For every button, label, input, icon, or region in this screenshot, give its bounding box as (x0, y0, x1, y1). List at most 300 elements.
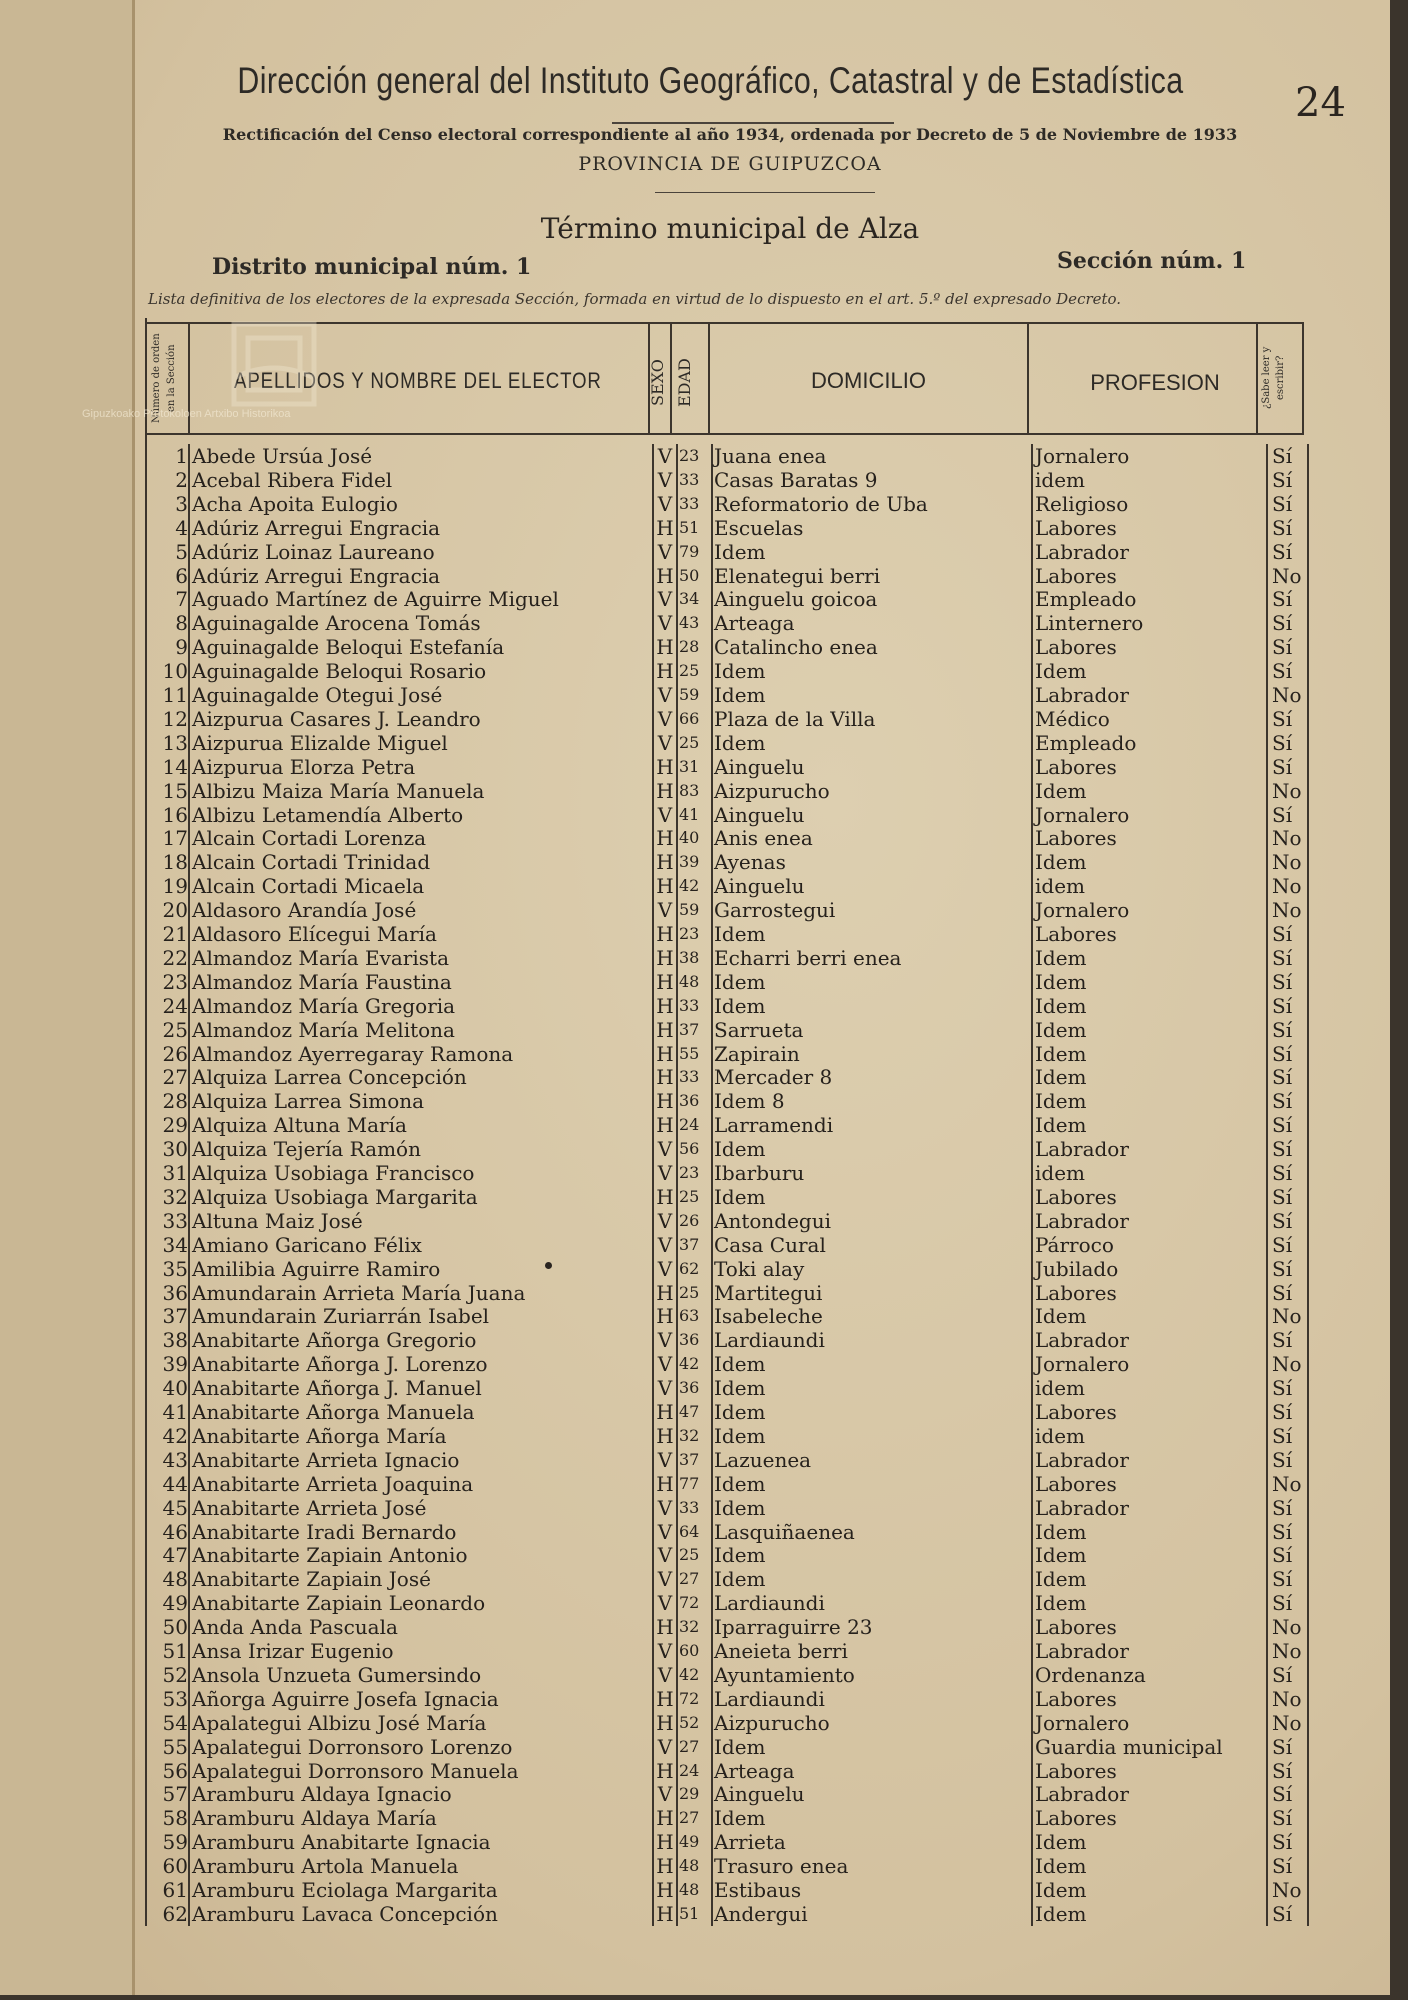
age-cell: 36 (679, 1378, 700, 1398)
address-cell: Garrostegui (714, 898, 836, 923)
profession-cell: Idem (1035, 850, 1087, 875)
elector-name: Adúriz Arregui Engracia (192, 515, 441, 540)
elector-name: Anabitarte Añorga Manuela (192, 1400, 475, 1424)
column-header-literacy: ¿Sabe leer y escribir? (1261, 346, 1286, 410)
order-number: 24 (162, 993, 188, 1018)
order-number: 51 (162, 1639, 188, 1663)
table-row (0, 1042, 1408, 1066)
age-cell: 51 (679, 517, 700, 537)
sex-cell: H (656, 1113, 674, 1138)
table-row (0, 1233, 1408, 1257)
age-cell: 36 (679, 1330, 700, 1350)
sex-cell: H (656, 1065, 674, 1090)
profession-cell: Labores (1035, 635, 1117, 660)
literacy-cell: Sí (1272, 1758, 1293, 1783)
sex-cell: H (656, 659, 674, 684)
elector-name: Aramburu Eciolaga Margarita (192, 1878, 498, 1902)
column-divider (670, 322, 672, 435)
profession-cell: Idem (1035, 1065, 1087, 1090)
elector-name: Anabitarte Añorga María (192, 1423, 447, 1448)
address-cell: Idem (714, 969, 766, 994)
column-divider (1027, 322, 1029, 435)
order-number: 2 (175, 467, 188, 492)
sex-cell: V (657, 1161, 673, 1185)
order-number: 47 (162, 1543, 188, 1568)
address-cell: Arteaga (714, 1758, 795, 1783)
elector-name: Alcain Cortadi Lorenza (192, 826, 427, 851)
literacy-cell: No (1272, 1710, 1302, 1735)
elector-name: Anabitarte Iradi Bernardo (192, 1519, 457, 1544)
order-number: 37 (162, 1304, 188, 1329)
sex-cell: V (657, 1639, 673, 1663)
elector-name: Anabitarte Zapiain Antonio (192, 1543, 468, 1568)
age-cell: 63 (679, 1306, 700, 1326)
profession-cell: Jornalero (1035, 898, 1130, 923)
elector-name: Almandoz María Gregoria (192, 993, 456, 1018)
age-cell: 48 (679, 971, 700, 991)
literacy-cell: Sí (1272, 1280, 1293, 1305)
elector-name: Aguinagalde Beloqui Rosario (192, 659, 487, 684)
literacy-cell: Sí (1272, 922, 1293, 946)
elector-name: Anabitarte Añorga J. Manuel (192, 1376, 482, 1401)
elector-name: Almandoz María Evarista (192, 945, 449, 970)
table-row (0, 587, 1408, 611)
table-row (0, 755, 1408, 779)
profession-cell: Jornalero (1035, 1710, 1130, 1735)
sex-cell: H (656, 563, 674, 588)
profession-cell: Labores (1035, 1280, 1117, 1305)
address-cell: Elenategui berri (714, 563, 881, 588)
column-header-name: APELLIDOS Y NOMBRE DEL ELECTOR (234, 368, 602, 393)
elector-name: Aguinagalde Otegui José (192, 683, 443, 707)
age-cell: 48 (679, 1856, 700, 1876)
literacy-cell: Sí (1272, 1089, 1293, 1114)
literacy-cell: Sí (1272, 611, 1293, 636)
age-cell: 55 (679, 1043, 700, 1063)
profession-cell: Jornalero (1035, 444, 1130, 468)
age-cell: 40 (679, 828, 700, 848)
address-cell: Martitegui (714, 1280, 823, 1305)
sex-cell: H (656, 993, 674, 1018)
order-number: 38 (162, 1328, 188, 1353)
elector-name: Alquiza Larrea Concepción (192, 1065, 467, 1090)
profession-cell: Idem (1035, 1304, 1087, 1329)
address-cell: Zapirain (714, 1041, 800, 1066)
address-cell: Idem (714, 1400, 766, 1424)
sex-cell: V (657, 467, 673, 492)
literacy-cell: No (1272, 1471, 1302, 1496)
literacy-cell: Sí (1272, 1137, 1293, 1162)
age-cell: 42 (679, 1354, 700, 1374)
address-cell: Larramendi (714, 1113, 834, 1138)
sex-cell: H (656, 1304, 674, 1329)
sex-cell: H (656, 922, 674, 946)
order-number: 45 (162, 1495, 188, 1520)
sex-cell: H (656, 754, 674, 779)
age-cell: 24 (679, 1115, 700, 1135)
sex-cell: H (656, 1017, 674, 1042)
elector-name: Aguinagalde Arocena Tomás (192, 611, 481, 636)
table-row (0, 611, 1408, 635)
literacy-cell: Sí (1272, 1662, 1293, 1687)
sex-cell: V (657, 1591, 673, 1616)
address-cell: Ainguelu (714, 754, 805, 779)
order-number: 53 (162, 1686, 188, 1711)
order-number: 54 (162, 1710, 188, 1735)
sex-cell: H (656, 1901, 674, 1926)
table-row (0, 1209, 1408, 1233)
profession-cell: Idem (1035, 1854, 1087, 1879)
age-cell: 60 (679, 1641, 700, 1660)
order-number: 27 (162, 1065, 188, 1090)
elector-name: Amundarain Arrieta María Juana (192, 1280, 526, 1305)
order-number: 52 (162, 1662, 188, 1687)
elector-name: Acha Apoita Eulogio (192, 491, 398, 516)
order-number: 6 (175, 563, 188, 588)
sex-cell: V (657, 1208, 673, 1233)
profession-cell: Labrador (1035, 1208, 1129, 1233)
address-cell: Antondegui (714, 1208, 832, 1233)
elector-name: Albizu Maiza María Manuela (192, 778, 485, 803)
elector-name: Anabitarte Arrieta Joaquina (192, 1471, 474, 1496)
sex-cell: V (657, 802, 673, 827)
literacy-cell: No (1272, 683, 1302, 707)
profession-cell: Idem (1035, 1878, 1087, 1902)
order-number: 10 (162, 659, 188, 684)
sex-cell: V (657, 1543, 673, 1568)
elector-name: Apalategui Dorronsoro Lorenzo (192, 1734, 513, 1759)
table-row (0, 1328, 1408, 1352)
table-row (0, 803, 1408, 827)
literacy-cell: Sí (1272, 754, 1293, 779)
literacy-cell: Sí (1272, 539, 1293, 564)
profession-cell: Idem (1035, 945, 1087, 970)
elector-name: Adúriz Loinaz Laureano (192, 539, 435, 564)
profession-cell: Labrador (1035, 1137, 1129, 1162)
table-row (0, 1089, 1408, 1113)
order-number: 34 (162, 1232, 188, 1257)
order-number: 8 (175, 611, 188, 636)
elector-name: Almandoz Ayerregaray Ramona (192, 1041, 514, 1066)
address-cell: Sarrueta (714, 1017, 804, 1042)
table-row (0, 922, 1408, 946)
profession-cell: Labores (1035, 754, 1117, 779)
order-number: 55 (162, 1734, 188, 1759)
sex-cell: V (657, 1352, 673, 1377)
profession-cell: Empleado (1035, 730, 1137, 755)
address-cell: Idem (714, 1471, 766, 1496)
section-label: Sección núm. 1 (1057, 248, 1247, 274)
profession-cell: idem (1035, 874, 1085, 899)
elector-name: Aizpurua Elorza Petra (192, 754, 416, 779)
age-cell: 36 (679, 1091, 700, 1111)
sex-cell: H (656, 635, 674, 660)
sex-cell: H (656, 1400, 674, 1424)
profession-cell: Labores (1035, 1184, 1117, 1209)
sex-cell: H (656, 1041, 674, 1066)
order-number: 40 (162, 1376, 188, 1401)
table-row (0, 1639, 1408, 1663)
age-cell: 29 (679, 1784, 700, 1804)
order-number: 28 (162, 1089, 188, 1114)
profession-cell: Jubilado (1035, 1256, 1119, 1281)
order-number: 46 (162, 1519, 188, 1544)
age-cell: 77 (679, 1473, 700, 1493)
table-row (0, 1304, 1408, 1328)
sex-cell: H (656, 874, 674, 899)
sex-cell: H (656, 1280, 674, 1305)
elector-name: Aramburu Artola Manuela (192, 1854, 459, 1879)
elector-name: Aizpurua Casares J. Leandro (192, 706, 481, 731)
sex-cell: H (656, 515, 674, 540)
elector-name: Aldasoro Arandía José (192, 898, 417, 923)
literacy-cell: Sí (1272, 635, 1293, 660)
elector-name: Aguinagalde Beloqui Estefanía (192, 635, 505, 660)
table-row (0, 946, 1408, 970)
age-cell: 49 (679, 1832, 700, 1852)
address-cell: Idem (714, 1567, 766, 1592)
table-row (0, 779, 1408, 803)
age-cell: 27 (679, 1736, 700, 1756)
table-row (0, 1400, 1408, 1424)
profession-cell: idem (1035, 467, 1085, 492)
order-number: 23 (162, 969, 188, 994)
age-cell: 66 (679, 708, 700, 728)
address-cell: Idem (714, 659, 766, 684)
profession-cell: Idem (1035, 1591, 1087, 1616)
profession-cell: Idem (1035, 1041, 1087, 1066)
order-number: 32 (162, 1184, 188, 1209)
table-row (0, 970, 1408, 994)
literacy-cell: Sí (1272, 1806, 1293, 1831)
order-number: 3 (175, 491, 188, 516)
table-row (0, 516, 1408, 540)
literacy-cell: Sí (1272, 1567, 1293, 1592)
literacy-cell: Sí (1272, 945, 1293, 970)
sex-cell: H (656, 826, 674, 851)
literacy-cell: Sí (1272, 515, 1293, 540)
profession-cell: Guardia municipal (1035, 1734, 1223, 1759)
elector-name: Albizu Letamendía Alberto (192, 802, 464, 827)
elector-name: Aldasoro Elícegui María (192, 922, 437, 946)
table-row (0, 683, 1408, 707)
profession-cell: Labores (1035, 1400, 1117, 1424)
literacy-cell: Sí (1272, 659, 1293, 684)
order-number: 15 (162, 778, 188, 803)
table-row (0, 1687, 1408, 1711)
header-rule (612, 122, 894, 124)
literacy-cell: No (1272, 850, 1302, 875)
table-row (0, 1113, 1408, 1137)
age-cell: 28 (679, 637, 700, 657)
table-row (0, 1185, 1408, 1209)
age-cell: 33 (679, 493, 700, 513)
address-cell: Reformatorio de Uba (714, 491, 928, 516)
age-cell: 33 (679, 995, 700, 1015)
table-row (0, 707, 1408, 731)
age-cell: 51 (679, 1903, 700, 1923)
sex-cell: V (657, 1328, 673, 1353)
archive-logo-watermark (228, 318, 320, 410)
age-cell: 24 (679, 1760, 700, 1780)
profession-cell: Labrador (1035, 539, 1129, 564)
address-cell: Ainguelu (714, 802, 805, 827)
profession-cell: Idem (1035, 1017, 1087, 1042)
table-row (0, 635, 1408, 659)
table-row (0, 1735, 1408, 1759)
order-number: 42 (162, 1423, 188, 1448)
elector-name: Anda Anda Pascuala (192, 1615, 398, 1640)
table-row (0, 1281, 1408, 1305)
sex-cell: V (657, 1447, 673, 1472)
profession-cell: Linternero (1035, 611, 1144, 636)
order-number: 19 (162, 874, 188, 899)
address-cell: Estibaus (714, 1878, 802, 1902)
table-row (0, 1759, 1408, 1783)
table-row (0, 468, 1408, 492)
age-cell: 47 (679, 1402, 700, 1421)
age-cell: 64 (679, 1521, 700, 1541)
age-cell: 27 (679, 1569, 700, 1589)
literacy-cell: No (1272, 874, 1302, 899)
address-cell: Casas Baratas 9 (714, 467, 878, 492)
address-cell: Aizpurucho (714, 1710, 830, 1735)
sex-cell: H (656, 1758, 674, 1783)
profession-cell: idem (1035, 1161, 1085, 1185)
age-cell: 39 (679, 852, 700, 872)
order-number: 61 (162, 1878, 188, 1902)
age-cell: 37 (679, 1019, 700, 1039)
age-cell: 79 (679, 541, 700, 561)
age-cell: 31 (679, 756, 700, 776)
literacy-cell: Sí (1272, 1591, 1293, 1616)
literacy-cell: Sí (1272, 1232, 1293, 1257)
order-number: 20 (162, 898, 188, 923)
header-subtitle: Rectificación del Censo electoral correspondiente al año 1934, ordenada por Decreto de 5 de Noviembre de 1933 (222, 125, 1238, 144)
address-cell: Idem (714, 683, 766, 707)
order-number: 21 (162, 922, 188, 946)
literacy-cell: Sí (1272, 444, 1293, 468)
address-cell: Arrieta (714, 1830, 786, 1855)
profession-cell: Labrador (1035, 1782, 1129, 1807)
age-cell: 23 (679, 924, 700, 943)
table-row (0, 659, 1408, 683)
table-row (0, 1806, 1408, 1830)
sex-cell: V (657, 730, 673, 755)
age-cell: 38 (679, 947, 700, 967)
address-cell: Ainguelu goicoa (714, 587, 878, 612)
order-number: 59 (162, 1830, 188, 1855)
table-row (0, 492, 1408, 516)
table-row (0, 1448, 1408, 1472)
age-cell: 25 (679, 1545, 700, 1565)
table-row (0, 1472, 1408, 1496)
elector-name: Aizpurua Elizalde Miguel (192, 730, 448, 755)
literacy-cell: No (1272, 778, 1302, 803)
sex-cell: V (657, 1782, 673, 1807)
profession-cell: Labores (1035, 826, 1117, 851)
address-cell: Idem (714, 993, 766, 1018)
address-cell: Escuelas (714, 515, 804, 540)
list-intro: Lista definitiva de los electores de la expresada Sección, formada en virtud de lo dispuesto en el art. 5.º del expresado Decreto. (148, 290, 1122, 308)
sex-cell: V (657, 683, 673, 707)
table-row (0, 1567, 1408, 1591)
sex-cell: V (657, 898, 673, 923)
profession-cell: Médico (1035, 706, 1110, 731)
profession-cell: Ordenanza (1035, 1662, 1146, 1687)
literacy-cell: Sí (1272, 802, 1293, 827)
sex-cell: V (657, 706, 673, 731)
elector-name: Amiano Garicano Félix (192, 1232, 422, 1257)
address-cell: Idem (714, 1734, 766, 1759)
sex-cell: H (656, 969, 674, 994)
table-row (0, 1352, 1408, 1376)
elector-name: Aramburu Aldaya Ignacio (192, 1782, 452, 1807)
sex-cell: V (657, 1519, 673, 1544)
table-row (0, 1161, 1408, 1185)
elector-name: Alquiza Tejería Ramón (192, 1137, 421, 1162)
age-cell: 23 (679, 446, 700, 465)
elector-name: Añorga Aguirre Josefa Ignacia (192, 1686, 499, 1711)
elector-name: Apalategui Dorronsoro Manuela (192, 1758, 519, 1783)
profession-cell: Labrador (1035, 1495, 1129, 1520)
sex-cell: V (657, 611, 673, 636)
table-row (0, 1591, 1408, 1615)
elector-name: Alquiza Usobiaga Francisco (192, 1161, 475, 1185)
literacy-cell: Sí (1272, 1423, 1293, 1448)
address-cell: Toki alay (714, 1256, 805, 1281)
order-number: 56 (162, 1758, 188, 1783)
elector-name: Aramburu Aldaya María (192, 1806, 437, 1831)
address-cell: Casa Cural (714, 1232, 826, 1257)
address-cell: Isabeleche (714, 1304, 823, 1329)
sex-cell: V (657, 1376, 673, 1401)
age-cell: 37 (679, 1449, 700, 1469)
table-row (0, 1137, 1408, 1161)
order-number: 60 (162, 1854, 188, 1879)
elector-name: Amilibia Aguirre Ramiro (192, 1256, 441, 1281)
order-number: 41 (162, 1400, 188, 1424)
address-cell: Lardiaundi (714, 1686, 825, 1711)
column-header-age: EDAD (675, 358, 694, 408)
age-cell: 59 (679, 900, 700, 920)
literacy-cell: Sí (1272, 1447, 1293, 1472)
elector-name: Alcain Cortadi Trinidad (192, 850, 431, 875)
profession-cell: Idem (1035, 1089, 1087, 1114)
elector-name: Ansola Unzueta Gumersindo (192, 1662, 482, 1687)
literacy-cell: Sí (1272, 1830, 1293, 1855)
literacy-cell: No (1272, 563, 1302, 588)
order-number: 31 (162, 1161, 188, 1185)
literacy-cell: Sí (1272, 467, 1293, 492)
literacy-cell: Sí (1272, 1543, 1293, 1568)
address-cell: Idem (714, 1806, 766, 1831)
table-row (0, 1830, 1408, 1854)
sex-cell: V (657, 1495, 673, 1520)
table-row (0, 1782, 1408, 1806)
address-cell: Idem (714, 1184, 766, 1209)
sex-cell: V (657, 1734, 673, 1759)
age-cell: 42 (679, 1664, 700, 1684)
order-number: 30 (162, 1137, 188, 1162)
profession-cell: Párroco (1035, 1232, 1114, 1257)
literacy-cell: No (1272, 1304, 1302, 1329)
order-number: 35 (162, 1256, 188, 1281)
order-number: 29 (162, 1113, 188, 1138)
table-row (0, 1257, 1408, 1281)
profession-cell: Idem (1035, 1830, 1087, 1855)
order-number: 5 (175, 539, 188, 564)
